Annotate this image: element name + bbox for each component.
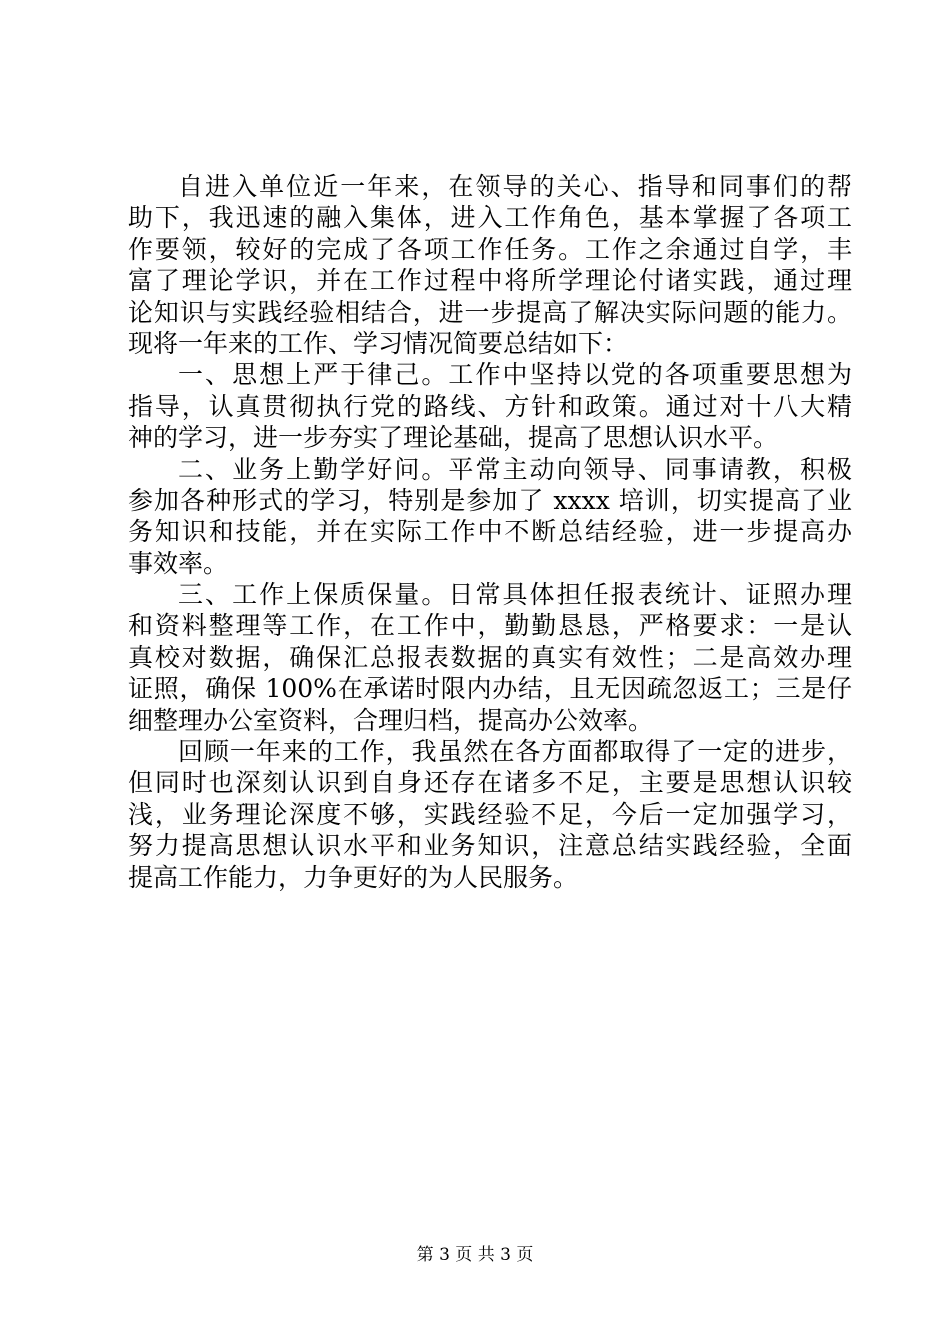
text-line: 助下，我迅速的融入集体，进入工作角色，基本掌握了各项工	[128, 203, 852, 233]
text-line: 证照，确保 100%在承诺时限内办结，且无因疏忽返工；三是仔	[128, 674, 852, 704]
text-line: 务知识和技能，并在实际工作中不断总结经验，进一步提高办	[128, 517, 852, 547]
paragraph-review	[128, 736, 852, 893]
paragraph-ideology	[128, 359, 852, 453]
text-line: 论知识与实践经验相结合，进一步提高了解决实际问题的能力。	[128, 297, 852, 327]
text-line: 现将一年来的工作、学习情况简要总结如下：	[128, 328, 629, 358]
paragraph-intro	[128, 171, 852, 359]
text-line: 三、工作上保质保量。日常具体担任报表统计、证照办理	[178, 580, 852, 610]
text-line: 自进入单位近一年来，在领导的关心、指导和同事们的帮	[178, 172, 852, 201]
text-line: 努力提高思想认识水平和业务知识，注意总结实践经验，全面	[128, 831, 852, 861]
text-line: 提高工作能力，力争更好的为人民服务。	[128, 862, 579, 892]
paragraph-work	[128, 579, 852, 736]
text-line: 指导，认真贯彻执行党的路线、方针和政策。通过对十八大精	[128, 391, 852, 421]
text-line: 参加各种形式的学习，特别是参加了 xxxx 培训，切实提高了业	[128, 485, 852, 515]
text-line: 二、业务上勤学好问。平常主动向领导、同事请教，积极	[178, 454, 852, 484]
text-line: 回顾一年来的工作，我虽然在各方面都取得了一定的进步，	[178, 737, 852, 767]
text-line: 真校对数据，确保汇总报表数据的真实有效性；二是高效办理	[128, 642, 852, 672]
paragraph-business	[128, 454, 852, 580]
text-line: 和资料整理等工作，在工作中，勤勤恳恳，严格要求：一是认	[128, 611, 852, 641]
text-line: 富了理论学识，并在工作过程中将所学理论付诸实践，通过理	[128, 266, 852, 296]
document-body	[128, 171, 852, 893]
text-line: 浅，业务理论深度不够，实践经验不足，今后一定加强学习，	[128, 799, 852, 829]
text-line: 事效率。	[128, 548, 229, 578]
text-line: 细整理办公室资料，合理归档，提高办公效率。	[128, 705, 654, 735]
text-line: 一、思想上严于律己。工作中坚持以党的各项重要思想为	[178, 360, 852, 390]
text-line: 作要领，较好的完成了各项工作任务。工作之余通过自学，丰	[128, 234, 852, 264]
page-number-footer: 第 3 页 共 3 页	[416, 1245, 534, 1265]
text-line: 但同时也深刻认识到自身还存在诸多不足，主要是思想认识较	[128, 768, 852, 798]
text-line: 神的学习，进一步夯实了理论基础，提高了思想认识水平。	[128, 423, 779, 453]
